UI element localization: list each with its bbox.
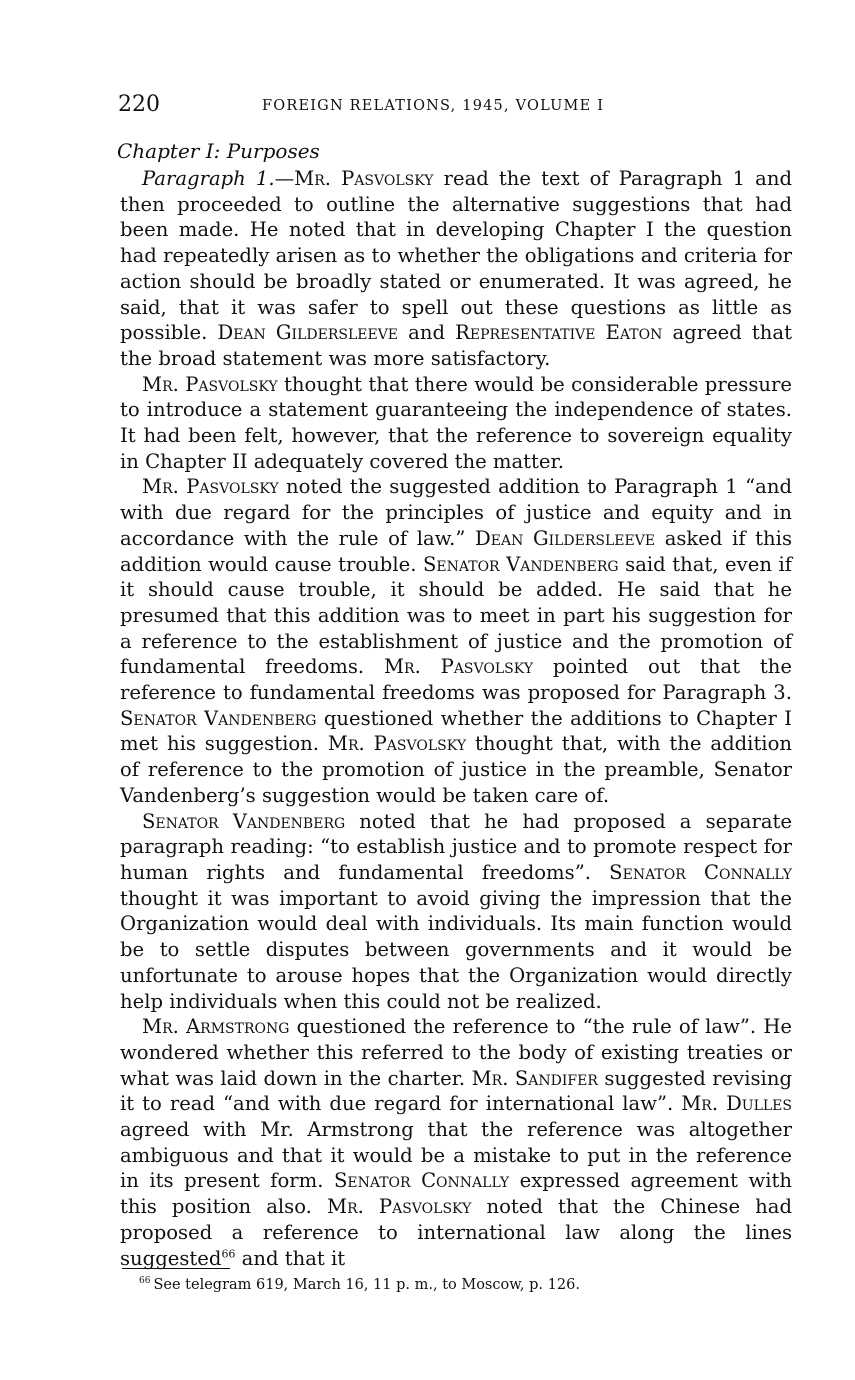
- text-run: Mr. Sandifer: [471, 1066, 598, 1090]
- text-run: Mr. Pasvolsky: [327, 732, 467, 756]
- paragraph: [120, 809, 792, 1015]
- paragraph: [120, 474, 792, 808]
- footnote-reference: 66: [221, 1247, 236, 1260]
- text-run: asked if this addition would cause trouble.: [120, 526, 792, 576]
- text-run: agreed with Mr. Armstrong that the reference was altogether ambiguous and that it would be a mistake to put in the reference in its present form.: [120, 1118, 792, 1193]
- text-run: Senator Connally: [333, 1169, 510, 1193]
- text-run: thought that, with the addition of reference to the promotion of justice in the preamble, Senator Vandenberg’s suggestion would be taken care of.: [120, 732, 792, 807]
- text-run: Dean Gildersleeve: [475, 526, 656, 550]
- paragraph: [120, 166, 792, 372]
- text-run: Mr. Pasvolsky: [294, 167, 434, 190]
- text-run: Mr. Pasvolsky: [327, 1195, 472, 1219]
- running-title: FOREIGN RELATIONS, 1945, VOLUME I: [262, 98, 605, 114]
- footnote-text: See telegram 619, March 16, 11 p. m., to Moscow, p. 126.: [153, 1277, 580, 1293]
- body-text: [120, 166, 792, 1271]
- footnote-rule: [122, 1268, 230, 1269]
- text-run: and that it: [235, 1246, 346, 1270]
- text-run: noted that he had proposed a separate paragraph reading: “to establish justice and to promote respect for human rights and fundamental freedoms”.: [120, 809, 792, 884]
- text-run: thought it was important to avoid giving the impression that the Organization would deal with individuals. Its main function would be to settle disputes between governments and it would be unfortunate to arouse hopes that the Organization would directly help individuals when this could not be realized.: [120, 886, 792, 1013]
- footnote: [139, 1277, 580, 1293]
- text-run: questioned whether the additions to Chapter I met his suggestion.: [120, 706, 792, 756]
- text-run: Mr. Pasvolsky: [383, 655, 534, 679]
- text-run: Representative Eaton: [455, 321, 663, 345]
- text-run: and: [398, 321, 456, 345]
- text-run: noted the suggested addition to Paragraph 1 “and with due regard for the principles of justice and equity and in accordance with the rule of law.”: [120, 475, 793, 550]
- text-run: —: [274, 167, 295, 190]
- text-run: Mr. Pasvolsky: [142, 475, 279, 499]
- text-run: expressed agreement with this position also.: [120, 1169, 792, 1219]
- text-run: questioned the reference to “the rule of law”. He wondered whether this referred to the body of existing treaties or what was laid down in the charter.: [120, 1015, 793, 1090]
- chapter-heading: Chapter I: Purposes: [117, 139, 320, 163]
- text-run: Dean Gildersleeve: [217, 321, 399, 345]
- text-run: Senator Vandenberg: [423, 552, 619, 576]
- text-run: Mr. Dulles: [681, 1092, 792, 1116]
- running-head: [118, 92, 792, 122]
- text-run: Senator Vandenberg: [142, 809, 346, 833]
- text-run: said that, even if it should cause trouble, it should be added. He said that he presumed that this addition was to meet in part his suggestion for a reference to the establishment of justice and the promotion of fundamental freedoms.: [120, 552, 793, 679]
- text-run: Senator Vandenberg: [120, 706, 317, 730]
- page-number: 220: [118, 92, 160, 117]
- text-run: agreed that the broad statement was more satisfactory.: [120, 321, 792, 370]
- text-run: noted that the Chinese had proposed a reference to international law along the lines suggested: [120, 1195, 792, 1270]
- text-run: Paragraph 1.: [142, 167, 275, 190]
- text-run: Senator Connally: [609, 860, 793, 884]
- text-run: Mr. Pasvolsky: [142, 372, 278, 396]
- text-run: read the text of Paragraph 1 and then proceeded to outline the alternative suggestions that had been made. He noted that in developing Chapter I the question had repeatedly arisen as to whether the obligations and criteria for action should be broadly stated or enumerated. It was agreed, he said, that it was safer to spell out these questions as little as possible.: [120, 167, 792, 345]
- text-run: thought that there would be considerable pressure to introduce a statement guaranteeing the independence of states. It had been felt, however, that the reference to sovereign equality in Chapter II adequately covered the matter.: [120, 372, 792, 473]
- text-run: pointed out that the reference to fundamental freedoms was proposed for Paragraph 3.: [120, 655, 793, 705]
- paragraph: [120, 372, 792, 475]
- paragraph: [120, 1014, 792, 1271]
- text-run: suggested revising it to read “and with due regard for international law”.: [120, 1066, 792, 1116]
- footnote-marker: 66: [139, 1276, 151, 1287]
- text-run: Mr. Armstrong: [142, 1015, 290, 1039]
